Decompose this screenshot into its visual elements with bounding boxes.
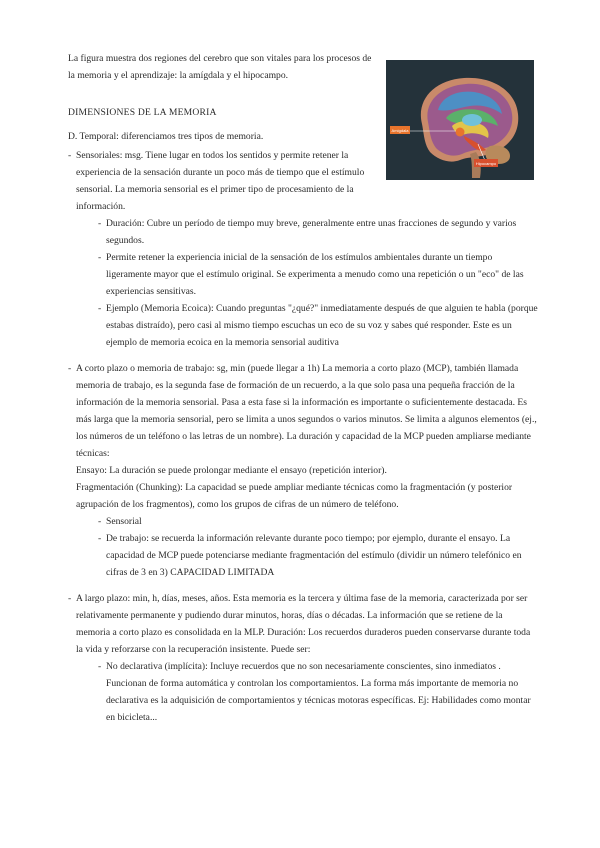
sensoriales-list [68, 215, 538, 351]
list-item: - Duración: Cubre un período de tiempo muy breve, generalmente entre unas fracciones de segundo y varios segundos. [98, 215, 538, 249]
corto-plazo-paragraph: - A corto plazo o memoria de trabajo: sg, min (puede llegar a 1h) La memoria a corto plazo (MCP), también llamada memoria de trabajo, es la segunda fase de formación de un recuerdo, a la que solo pasa una pequeña fracción de la información de la memoria sensorial. Pasa a esta fase si la información es importante o suficientemente destacada. Es más larga que la memoria sensorial, pero se limita a unos segundos o varios minutos. Se limita a algunos elementos (ej., los números de un teléfono o las letras de un nombre). La duración y capacidad de la MCP pueden ampliarse mediante técnicas: [68, 360, 538, 462]
corto-plazo-list [68, 513, 538, 581]
list-item: - De trabajo: se recuerda la información relevante durante poco tiempo; por ejemplo, durante el ensayo. La capacidad de MCP puede potenciarse mediante fragmentación del estímulo (dividir un número telefónico en cifras de 3 en 3) CAPACIDAD LIMITADA [98, 530, 538, 581]
list-item: - Ejemplo (Memoria Ecoica): Cuando preguntas "¿qué?" inmediatamente después de que alguien te habla (porque estabas distraído), pero casi al mismo tiempo escuchas un eco de su voz y sabes qué responder. Este es un ejemplo de memoria ecoica en la memoria sensorial auditiva [98, 300, 538, 351]
chunking-line: Fragmentación (Chunking): La capacidad se puede ampliar mediante técnicas como la fragmentación (y posterior agrupación de los fragmentos), como los grupos de cifras de un número de teléfono. [76, 482, 513, 510]
hippocampus-label: Hipocampo [475, 161, 497, 166]
section-title: DIMENSIONES DE LA MEMORIA [68, 107, 217, 118]
ensayo-line: Ensayo: La duración se puede prolongar mediante el ensayo (repetición interior). [76, 465, 387, 476]
intro-paragraph: La figura muestra dos regiones del cerebro que son vitales para los procesos de la memoria y el aprendizaje: la amígdala y el hipocampo. [68, 53, 372, 81]
list-item: - Sensorial [98, 513, 538, 530]
amygdala-label: Amígdala [391, 128, 409, 133]
document-body [68, 128, 538, 726]
temporal-line: D. Temporal: diferenciamos tres tipos de memoria. [68, 131, 264, 142]
sensoriales-paragraph: - Sensoriales: msg. Tiene lugar en todos los sentidos y permite retener la experiencia de la sensación durante un poco más de tiempo que el estímulo sensorial. La memoria sensorial es el primer tipo de procesamiento de la información. [68, 147, 381, 215]
largo-plazo-paragraph: - A largo plazo: min, h, días, meses, años. Esta memoria es la tercera y última fase de la memoria, caracterizada por ser relativamente permanente y pudiendo durar minutos, horas, días o décadas. La información que se retiene de la memoria a corto plazo es consolidada en la MLP. Duración: Los recuerdos duraderos pueden conservarse durante toda la vida y reforzarse con la recuperación insistente. Puede ser: [68, 590, 538, 658]
list-item: - No declarativa (implícita): Incluye recuerdos que no son necesariamente conscientes, sino inmediatos . Funcionan de forma automática y controlan los comportamientos. La forma más importante de memoria no declarativa es la adquisición de comportamientos y técnicas motoras específicas. Ej: Habilidades como montar en bicicleta... [98, 658, 538, 726]
list-item: - Permite retener la experiencia inicial de la sensación de los estímulos ambientales durante un tiempo ligeramente mayor que el estímulo original. Se experimenta a menudo como una repetición o un "eco" de las experiencias sensitivas. [98, 249, 538, 300]
largo-plazo-list [68, 658, 538, 726]
